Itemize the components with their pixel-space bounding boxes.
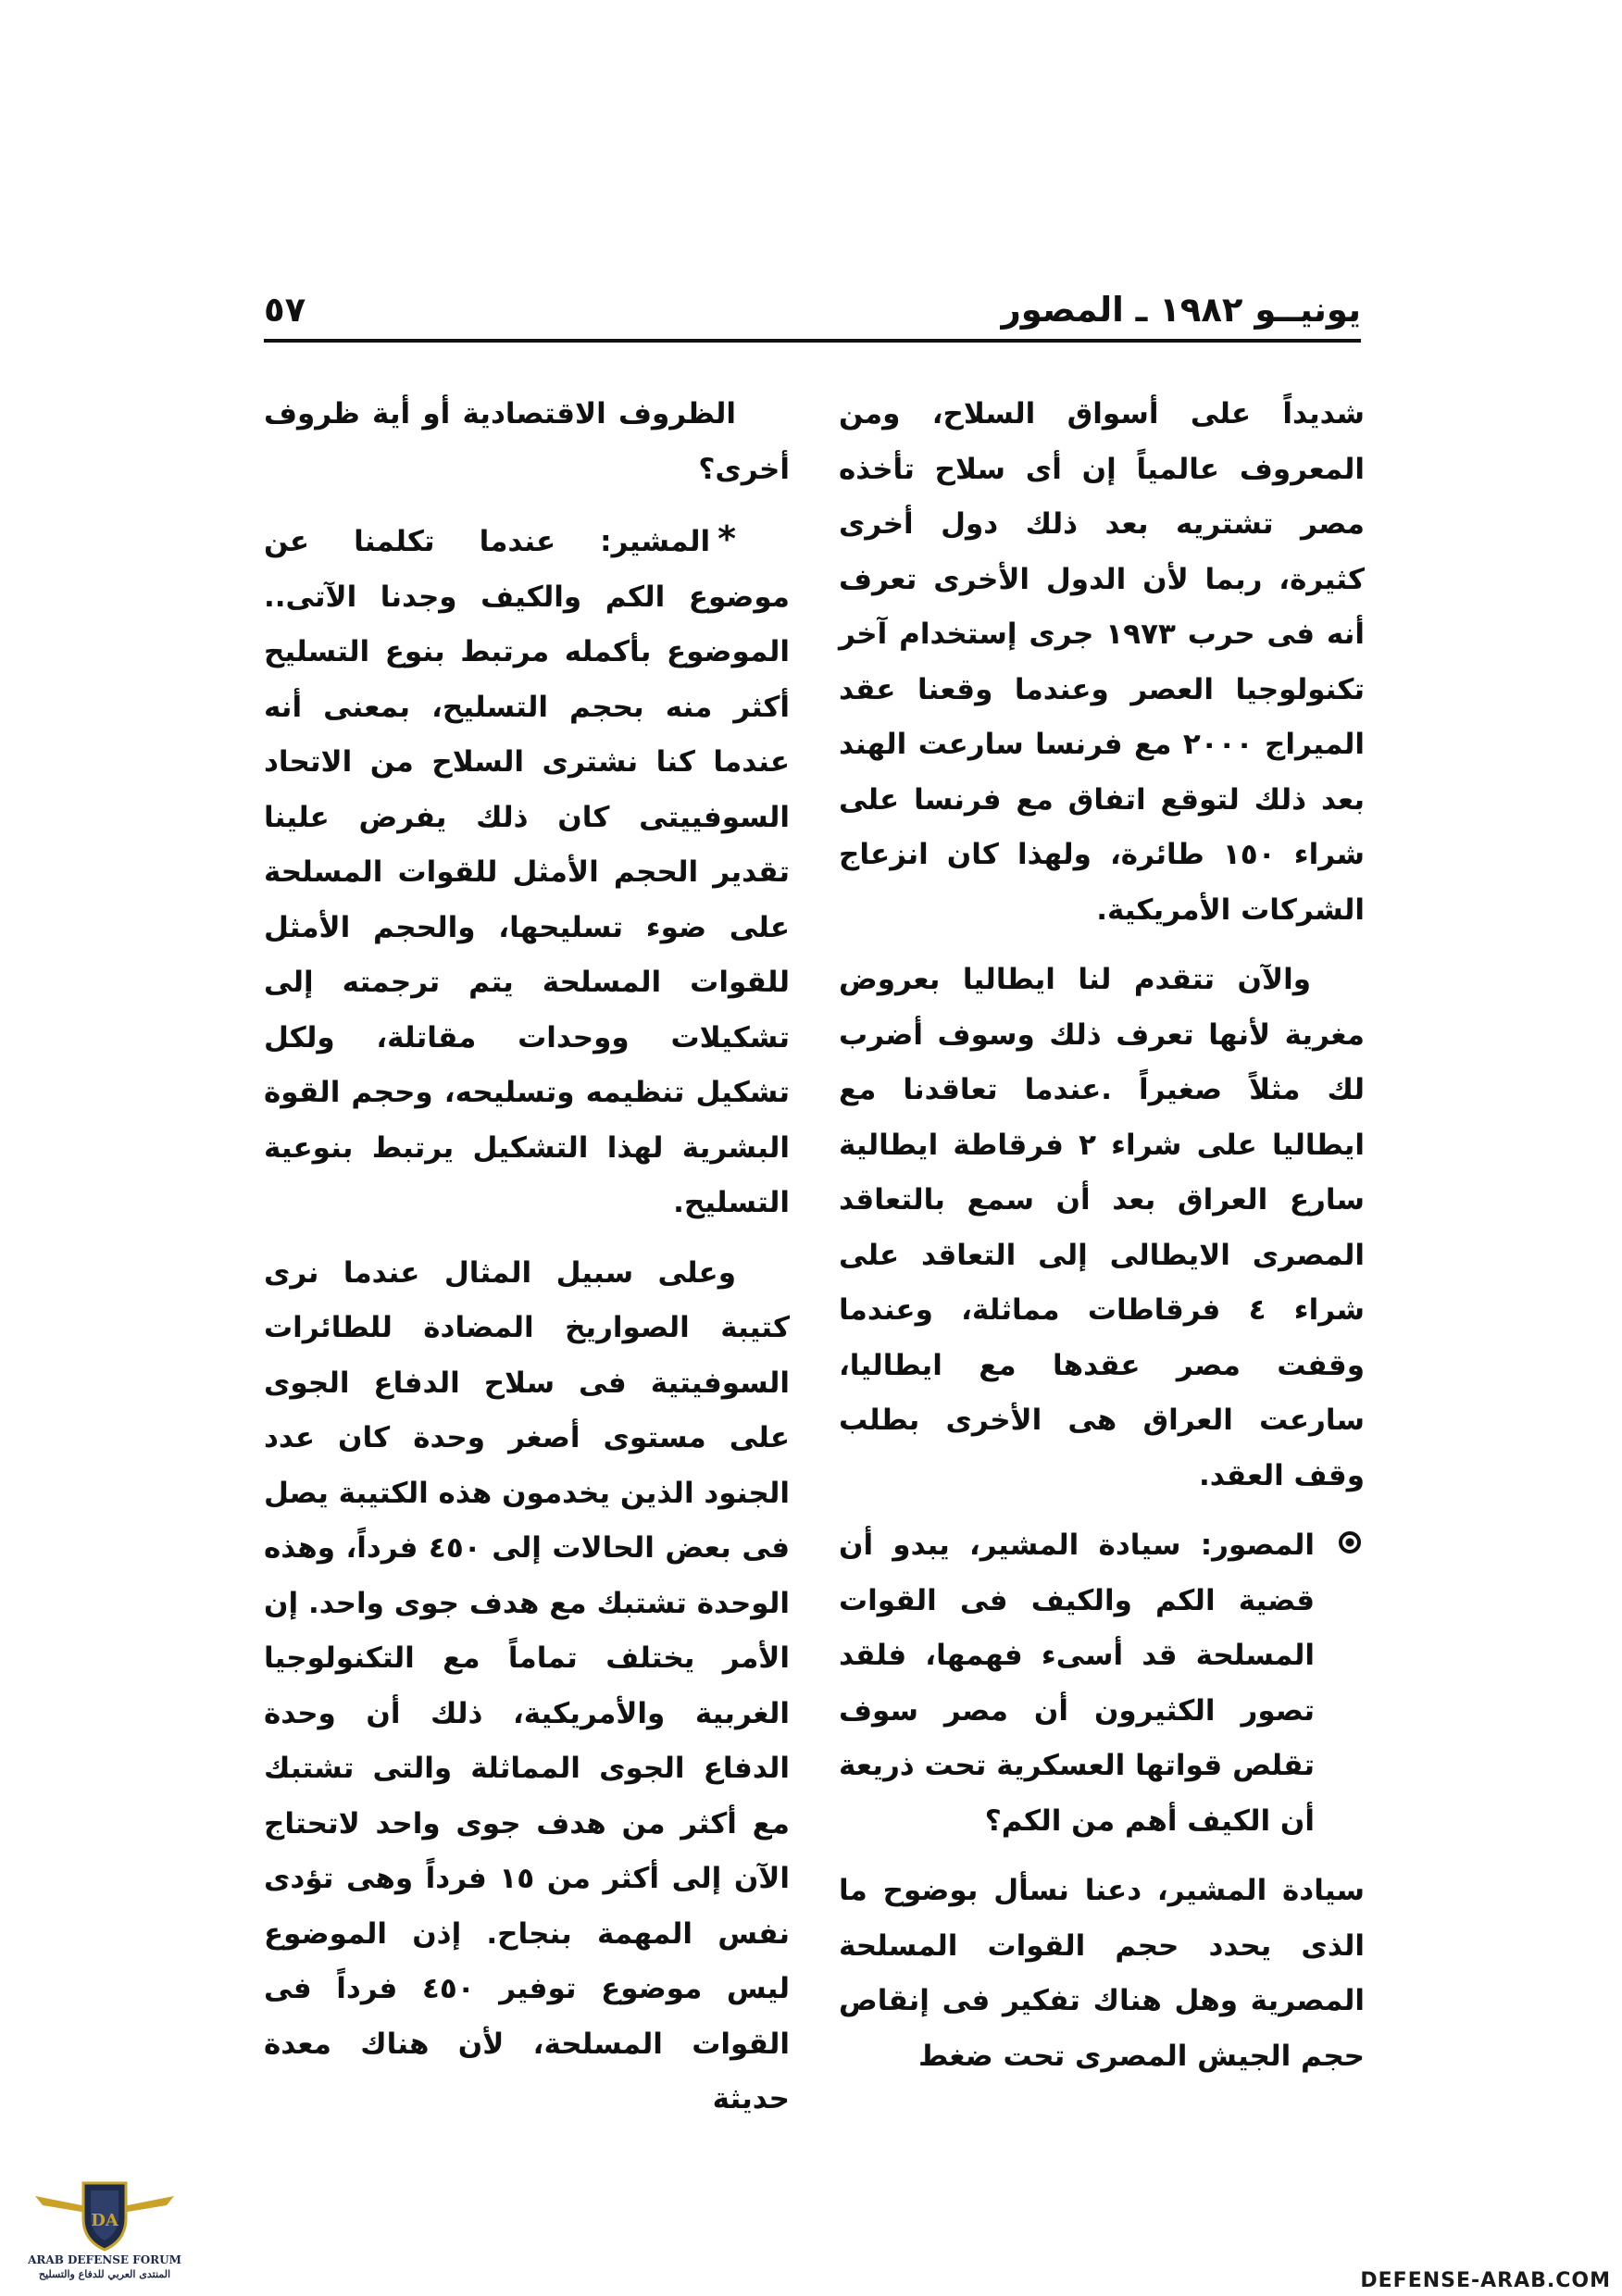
- paragraph-market: شديداً على أسواق السلاح، ومن المعروف عالمياً إن أى سلاح تأخذه مصر تشتريه بعد ذلك دول أخرى كثيرة، ربما لأن الدول الأخرى تعرف أنه فى حرب ١٩٧٣ جرى إستخدام آخر تكنولوجيا العصر وعندما وقعنا عقد الميراج ٢٠٠٠ مع فرنسا سارعت الهند بعد ذلك لتوقع اتفاق مع فرنسا على شراء ١٥٠ طائرة، ولهذا كان انزعاج الشركات الأمريكية.: [839, 397, 1365, 927]
- right-column: [839, 387, 1365, 2073]
- logo-mark: DA: [91, 2211, 119, 2230]
- shield-wings-icon: [26, 2176, 183, 2253]
- site-url: DEFENSE-ARAB.COM: [1360, 2269, 1611, 2292]
- bullet-icon: [1339, 1531, 1361, 1554]
- page-header: [264, 268, 1361, 343]
- running-title: يونيــو ١٩٨٢ ـ المصور: [1001, 290, 1361, 330]
- paragraph-italy: والآن تتقدم لنا ايطاليا بعروض مغرية لأنها تعرف ذلك وسوف أضرب لك مثلاً صغيراً .عندما تعاقدنا مع ايطاليا على شراء ٢ فرقاطة ايطالية سارع العراق بعد أن سمع بالتعاقد المصرى الايطالى إلى التعاقد على شراء ٤ فرقاطات مماثلة، وعندما وقفت مصر عقدها مع ايطاليا، سارعت العراق هى الأخرى بطلب وقف العقد.: [839, 963, 1365, 1492]
- answer-paragraph: [264, 512, 790, 1231]
- page-number: ٥٧: [264, 290, 306, 330]
- left-column: [264, 387, 790, 2115]
- question-paragraph: [839, 1518, 1365, 1849]
- logo-name: ARAB DEFENSE FORUM: [28, 2253, 181, 2266]
- logo-arabic: المنتدى العربي للدفاع والتسليح: [38, 2268, 171, 2280]
- answer-text: المشير: عندما تكلمنا عن موضوع الكم والكيف وجدنا الآتى.. الموضوع بأكمله مرتبط بنوع التسليح أكثر منه بحجم التسليح، بمعنى أنه عندما كنا نشترى السلاح من الاتحاد السوفييتى كان ذلك يفرض علينا تقدير الحجم الأمثل للقوات المسلحة على ضوء تسليحها، والحجم الأمثل للقوات المسلحة يتم ترجمته إلى تشكيلات ووحدات مقاتلة، ولكل تشكيل تنظيمه وتسليحه، وحجم القوة البشرية لهذا التشكيل يرتبط بنوعية التسليح.: [264, 525, 790, 1219]
- header-rule: [264, 339, 1361, 343]
- paragraph-example: وعلى سبيل المثال عندما نرى كتيبة الصواريخ المضادة للطائرات السوفيتية فى سلاح الدفاع الجوى على مستوى أصغر وحدة كان عدد الجنود الذين يخدمون هذه الكتيبة يصل فى بعض الحالات إلى ٤٥٠ فرداً، وهذه الوحدة تشتبك مع هدف جوى واحد. إن الأمر يختلف تماماً مع التكنولوجيا الغربية والأمريكية، ذلك أن وحدة الدفاع الجوى المماثلة والتى تشتبك مع أكثر من هدف جوى واحد لاتحتاج الآن إلى أكثر من ١٥ فرداً وهى تؤدى نفس المهمة بنجاح. إذن الموضوع ليس موضوع توفير ٤٥٠ فرداً فى القوات المسلحة، لأن هناك معدة حديثة: [264, 1255, 790, 2115]
- star-icon: *: [717, 518, 736, 559]
- question-text: المصور: سيادة المشير، يبدو أن قضية الكم والكيف فى القوات المسلحة قد أسىء فهمها، فلقد تصور الكثيرون أن مصر سوف تقلص قواتها العسكرية تحت ذريعة أن الكيف أهم من الكم؟: [839, 1529, 1315, 1838]
- paragraph-continuation: الظروف الاقتصادية أو أية ظروف أخرى؟: [264, 397, 790, 486]
- paragraph-size-question: سيادة المشير، دعنا نسأل بوضوح ما الذى يحدد حجم القوات المسلحة المصرية وهل هناك تفكير فى إنقاص حجم الجيش المصرى تحت ضغط: [839, 1874, 1365, 2073]
- forum-logo: [26, 2176, 183, 2287]
